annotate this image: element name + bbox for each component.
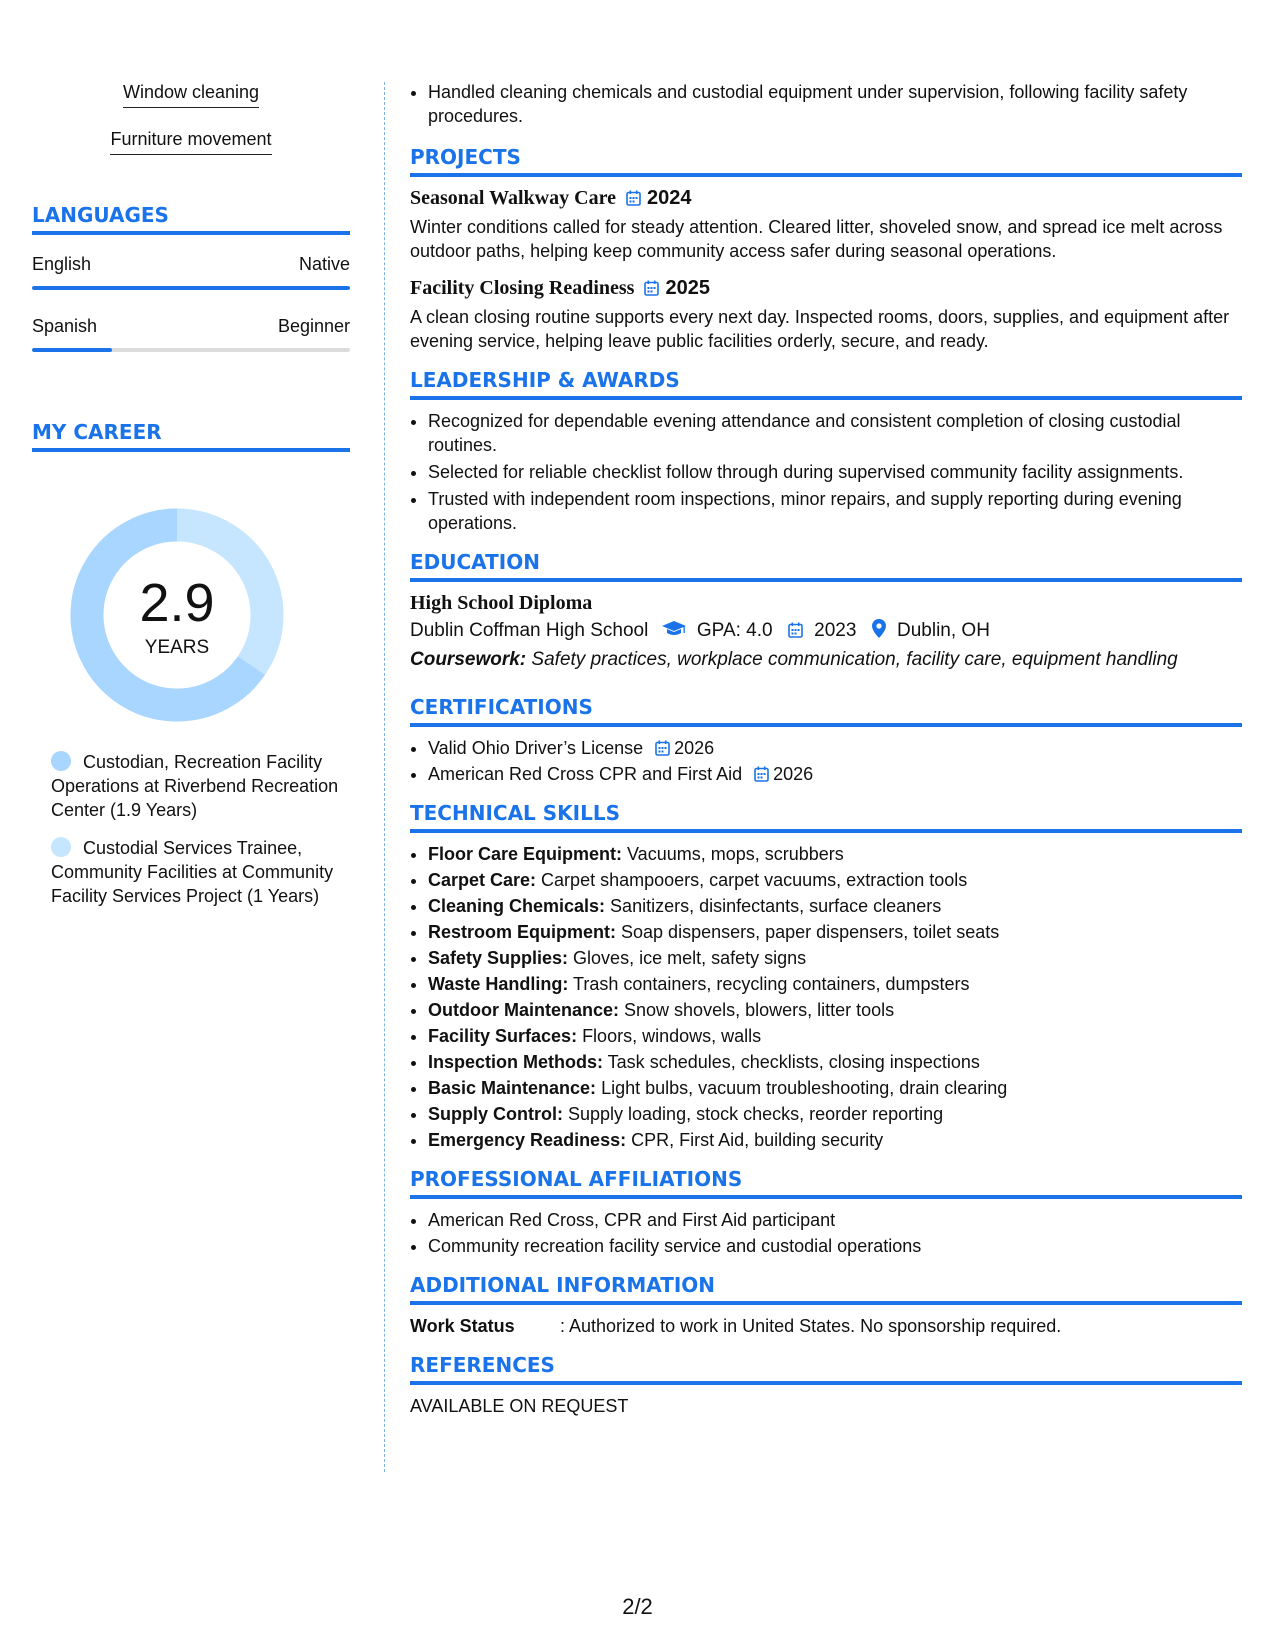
skill-entry [428, 842, 1242, 866]
certification-item [428, 762, 1242, 786]
certifications-list [410, 736, 1242, 786]
skill-entry [428, 946, 1242, 970]
skill-entry [428, 1128, 1242, 1152]
work-status-label: Work Status [410, 1316, 515, 1336]
legend-dot [51, 837, 71, 857]
skill-entry [428, 1024, 1242, 1048]
skill-entry [428, 920, 1242, 944]
school-name: Dublin Coffman High School [410, 620, 649, 641]
gpa: GPA: 4.0 [696, 620, 773, 641]
language-name: Spanish [32, 316, 98, 336]
project-title: Seasonal Walkway Care [410, 187, 616, 209]
skill-entry [428, 868, 1242, 892]
career-item [51, 836, 341, 908]
skill-category: Safety Supplies: [428, 948, 569, 968]
skill-category: Floor Care Equipment: [428, 844, 623, 864]
column-divider [384, 82, 385, 1472]
career-donut-chart [64, 502, 290, 728]
project-description: A clean closing routine supports every next day. Inspected rooms, doors, supplies, and equipment after evening service, helping leave public facilities orderly, secure, and ready. [410, 307, 1230, 351]
experience-bullets [410, 80, 1242, 128]
language-name: English [32, 254, 92, 274]
skill-values: Task schedules, checklists, closing inspections [603, 1052, 980, 1072]
technical-skills-list [410, 842, 1242, 1152]
certifications-heading: CERTIFICATIONS [410, 694, 1242, 727]
additional-info-heading: ADDITIONAL INFORMATION [410, 1272, 1242, 1305]
career-item [51, 750, 341, 822]
list-item: • American Red Cross, CPR and First Aid participant [428, 1208, 1242, 1232]
career-total-unit: YEARS [144, 637, 210, 658]
skill-values: Snow shovels, blowers, litter tools [619, 1000, 895, 1020]
list-item: • Recognized for dependable evening attendance and consistent completion of closing custodial routines. [428, 409, 1242, 457]
skill-values: CPR, First Aid, building security [626, 1130, 884, 1150]
skill-category: Cleaning Chemicals: [428, 896, 606, 916]
calendar-icon [788, 622, 803, 638]
list-item: • Selected for reliable checklist follow through during supervised community facility assignments. [428, 460, 1242, 484]
coursework-label: Coursework: [410, 649, 527, 670]
degree: High School Diploma [410, 592, 593, 614]
skill-category: Waste Handling: [428, 974, 569, 994]
skill-item: Window cleaning [123, 82, 259, 108]
calendar-icon [754, 766, 769, 782]
project-year: 2024 [646, 187, 692, 209]
proficiency-fill [32, 348, 112, 352]
project-title: Facility Closing Readiness [410, 277, 635, 299]
coursework [410, 648, 1242, 672]
skill-entry [428, 1102, 1242, 1126]
language-english [32, 254, 350, 290]
skill-category: Carpet Care: [428, 870, 537, 890]
legend-dot [51, 751, 71, 771]
education-heading: EDUCATION [410, 549, 1242, 582]
skill-category: Outdoor Maintenance: [428, 1000, 620, 1020]
proficiency-bar [32, 348, 350, 352]
work-status-value: : Authorized to work in United States. No sponsorship required. [560, 1316, 1062, 1336]
skill-values: Trash containers, recycling containers, dumpsters [568, 974, 970, 994]
references-heading: REFERENCES [410, 1352, 1242, 1385]
project-description: Winter conditions called for steady attention. Cleared litter, shoveled snow, and spread ice melt across outdoor paths, helping keep community access safer during seasonal operations. [410, 217, 1223, 261]
list-item: • Trusted with independent room inspections, minor repairs, and supply reporting during evening operations. [428, 487, 1242, 535]
skill-item: Furniture movement [110, 129, 271, 155]
career-heading: MY CAREER [32, 420, 350, 452]
graduation-cap-icon [662, 621, 686, 637]
career-item-text: Custodial Services Trainee, Community Facilities at Community Facility Services Project (1 Years) [51, 838, 334, 906]
language-spanish [32, 316, 350, 352]
skill-values: Carpet shampooers, carpet vacuums, extraction tools [536, 870, 968, 890]
leadership-heading: LEADERSHIP & AWARDS [410, 367, 1242, 400]
languages-heading: LANGUAGES [32, 203, 350, 235]
work-status-row [410, 1314, 1242, 1338]
references-text: AVAILABLE ON REQUEST [410, 1396, 629, 1416]
school-location: Dublin, OH [897, 620, 990, 641]
skill-values: Floors, windows, walls [577, 1026, 762, 1046]
skill-category: Supply Control: [428, 1104, 563, 1124]
donut-center [64, 502, 290, 728]
graduation-year: 2023 [814, 620, 857, 641]
career-total-years: 2.9 [139, 573, 215, 633]
project-year: 2025 [665, 277, 710, 299]
list-item: • Handled cleaning chemicals and custodial equipment under supervision, following facility safety procedures. [428, 80, 1242, 128]
skill-entry [428, 1076, 1242, 1100]
skill-category: Basic Maintenance: [428, 1078, 597, 1098]
list-item: • Community recreation facility service and custodial operations [428, 1234, 1242, 1258]
skill-values: Gloves, ice melt, safety signs [568, 948, 807, 968]
leadership-list [410, 409, 1242, 535]
skill-category: Emergency Readiness: [428, 1130, 627, 1150]
language-level: Beginner [277, 316, 350, 336]
proficiency-bar [32, 286, 350, 290]
skill-values: Soap dispensers, paper dispensers, toilet seats [616, 922, 1000, 942]
main-content [410, 80, 1242, 1418]
certification-item [428, 736, 1242, 760]
skill-values: Light bulbs, vacuum troubleshooting, drain clearing [596, 1078, 1008, 1098]
language-level: Native [298, 254, 350, 274]
skill-values: Vacuums, mops, scrubbers [622, 844, 844, 864]
calendar-icon [644, 280, 659, 296]
certification-year: 2026 [674, 738, 715, 758]
location-pin-icon [872, 619, 886, 638]
skill-category: Inspection Methods: [428, 1052, 603, 1072]
skill-entry [428, 1050, 1242, 1074]
coursework-text: Safety practices, workplace communication, facility care, equipment handling [526, 649, 1178, 670]
skill-values: Supply loading, stock checks, reorder reporting [562, 1104, 944, 1124]
page-number: 2/2 [622, 1594, 653, 1619]
affiliations-list [410, 1208, 1242, 1258]
skill-entry [428, 998, 1242, 1022]
certification-year: 2026 [773, 764, 814, 784]
skill-values: Sanitizers, disinfectants, surface cleaners [605, 896, 942, 916]
certification-name: Valid Ohio Driver’s License [428, 738, 644, 758]
education-item [410, 591, 1242, 672]
projects-heading: PROJECTS [410, 144, 1242, 177]
career-item-text: Custodian, Recreation Facility Operations at Riverbend Recreation Center (1.9 Years) [51, 752, 339, 820]
project-item [410, 276, 1242, 353]
skill-entry [428, 894, 1242, 918]
proficiency-fill [32, 286, 350, 290]
calendar-icon [655, 740, 670, 756]
project-item [410, 186, 1242, 263]
skill-category: Restroom Equipment: [428, 922, 617, 942]
sidebar [32, 82, 350, 906]
calendar-icon [626, 190, 641, 206]
skill-category: Facility Surfaces: [428, 1026, 578, 1046]
skill-entry [428, 972, 1242, 996]
certification-name: American Red Cross CPR and First Aid [428, 764, 743, 784]
affiliations-heading: PROFESSIONAL AFFILIATIONS [410, 1166, 1242, 1199]
technical-skills-heading: TECHNICAL SKILLS [410, 800, 1242, 833]
